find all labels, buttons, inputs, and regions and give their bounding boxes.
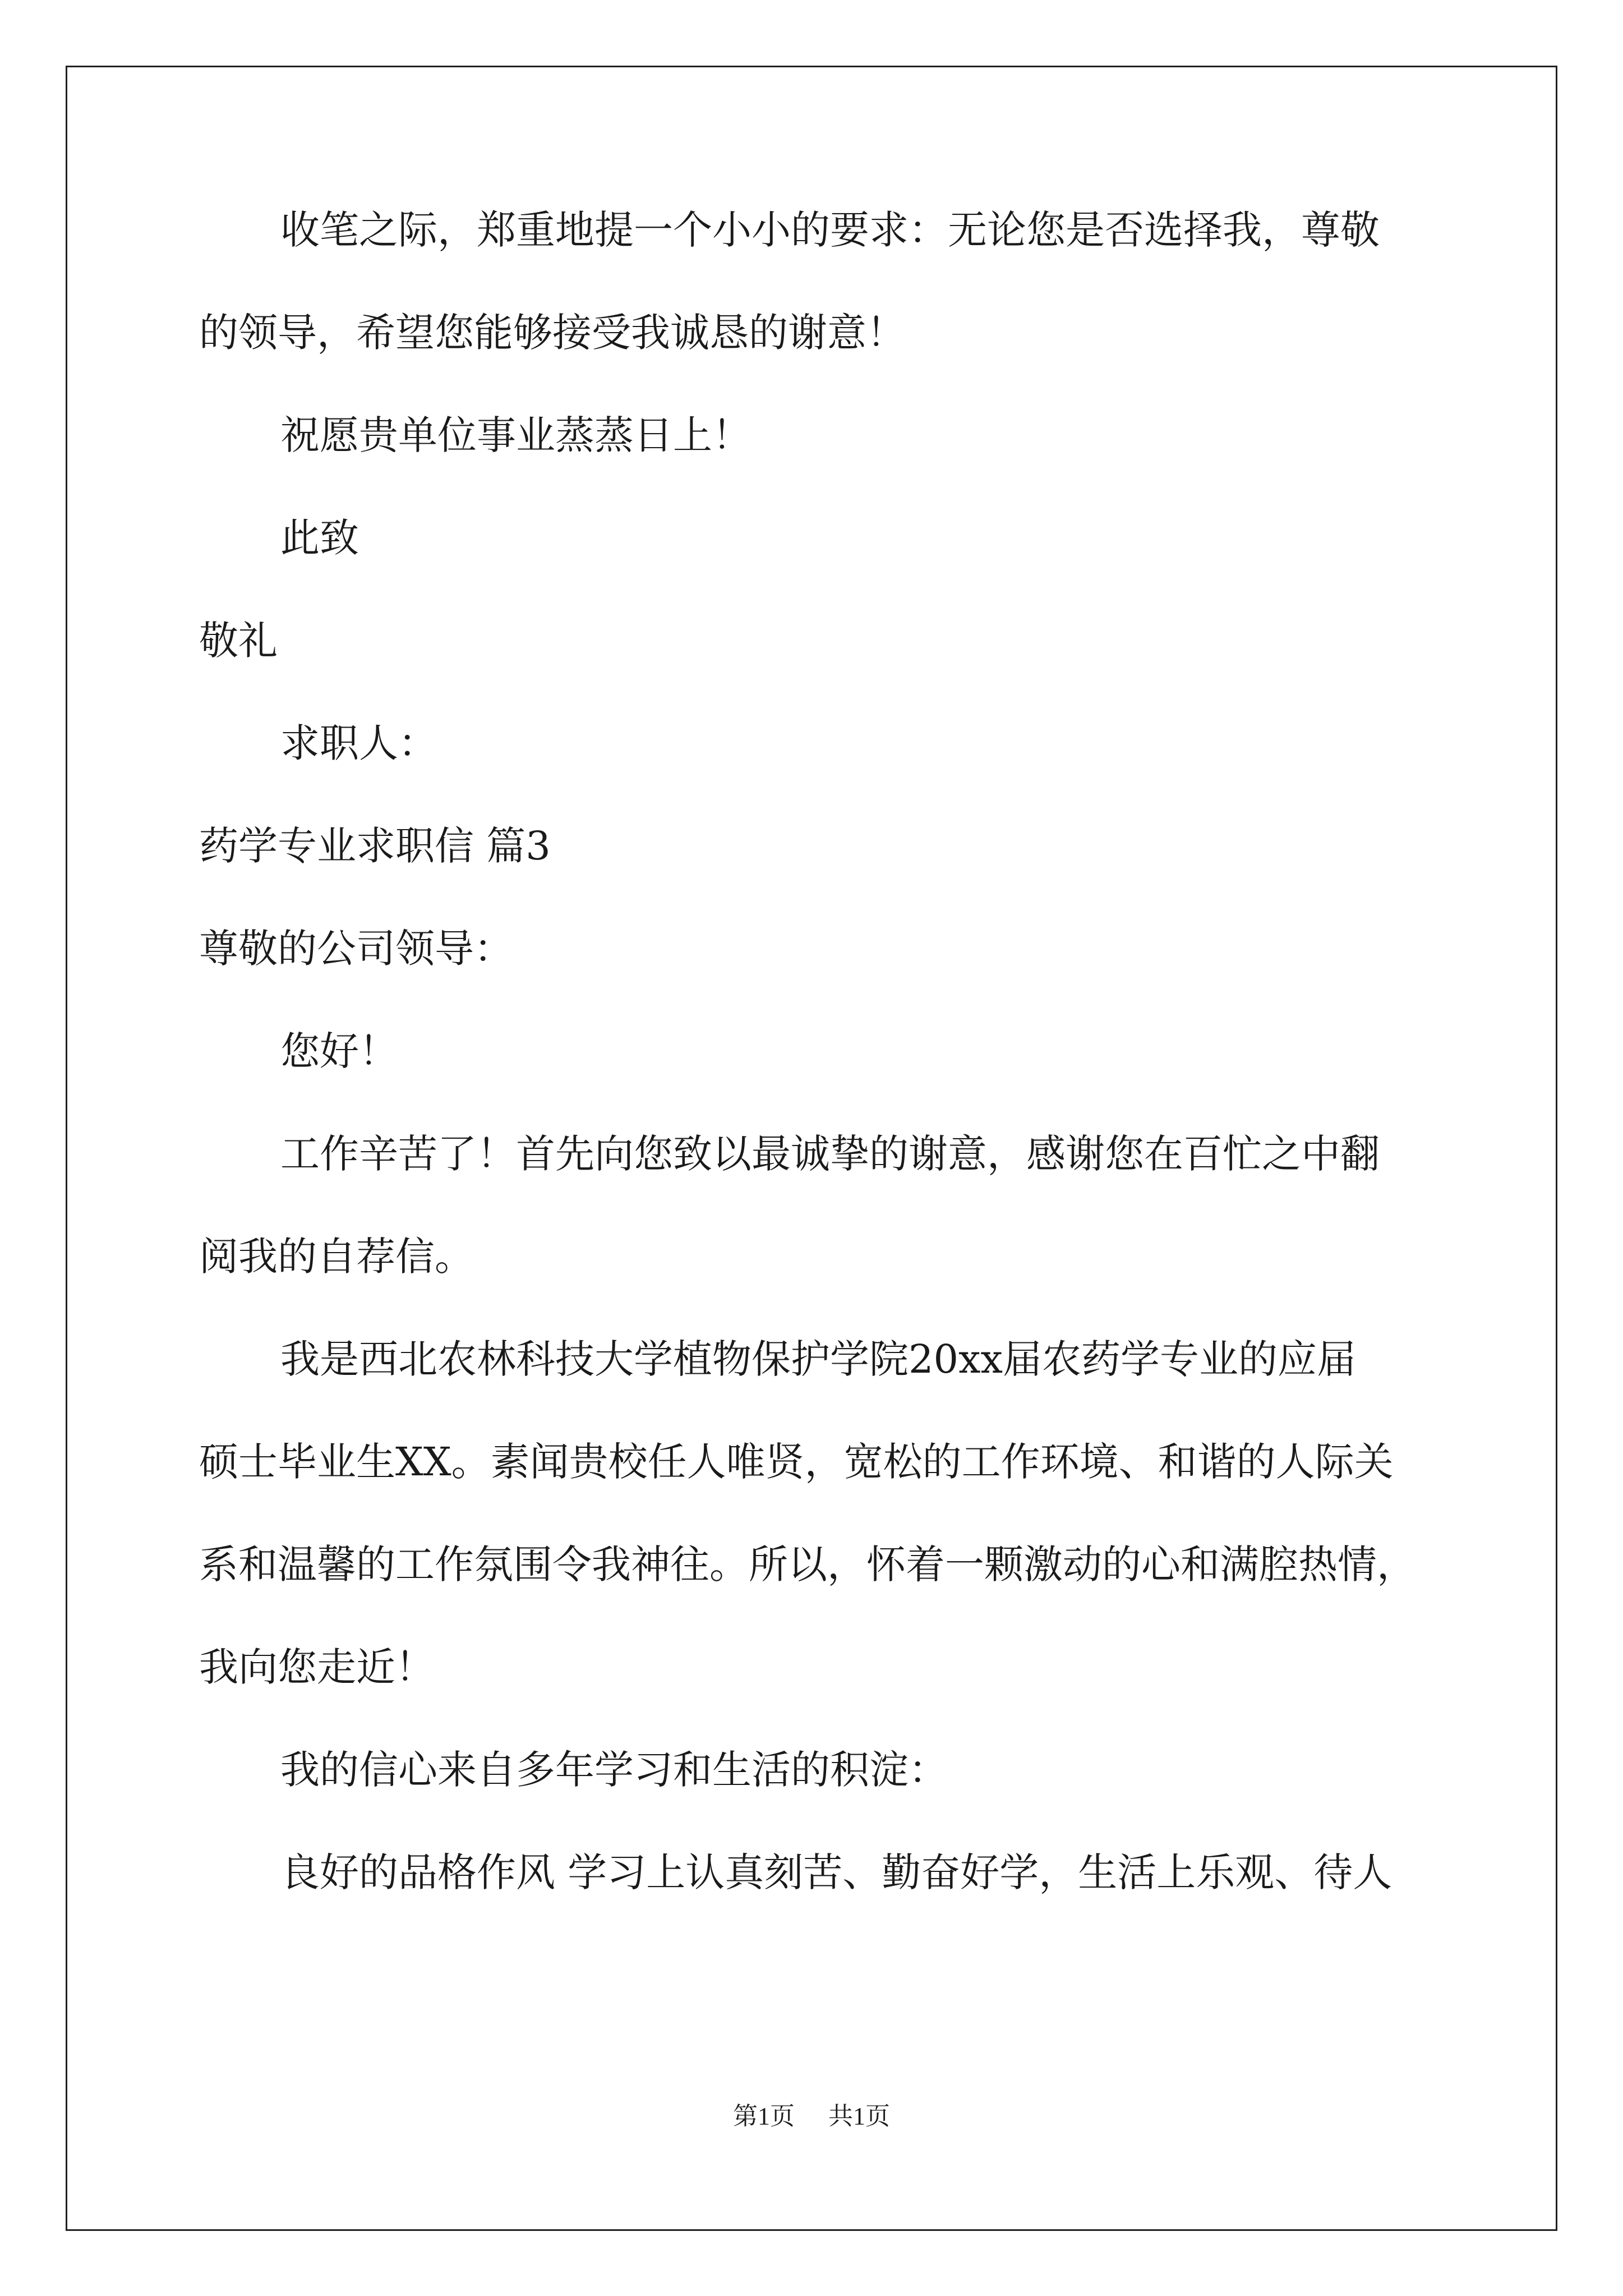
body-line: 阅我的自荐信。 bbox=[199, 1234, 474, 1280]
body-line: 的领导，希望您能够接受我诚恳的谢意！ bbox=[199, 310, 906, 356]
page-total: 共1页 bbox=[828, 2102, 890, 2130]
body-line: 硕士毕业生XX。素闻贵校任人唯贤，宽松的工作环境、和谐的人际关 bbox=[199, 1439, 1394, 1485]
body-line: 敬礼 bbox=[199, 618, 278, 664]
body-line: 您好！ bbox=[280, 1028, 398, 1074]
body-line: 药学专业求职信 篇3 bbox=[199, 823, 551, 869]
body-line: 祝愿贵单位事业蒸蒸日上！ bbox=[280, 412, 751, 458]
body-line: 工作辛苦了！首先向您致以最诚挚的谢意，感谢您在百忙之中翻 bbox=[280, 1131, 1380, 1177]
body-line: 求职人： bbox=[280, 720, 437, 766]
body-line: 良好的品格作风 学习上认真刻苦、勤奋好学，生活上乐观、待人 bbox=[280, 1849, 1393, 1895]
body-line: 系和温馨的工作氛围令我神往。所以，怀着一颗激动的心和满腔热情， bbox=[199, 1542, 1416, 1588]
page-footer bbox=[0, 2096, 1623, 2132]
body-line: 我的信心来自多年学习和生活的积淀： bbox=[280, 1747, 948, 1793]
body-line: 收笔之际，郑重地提一个小小的要求：无论您是否选择我，尊敬 bbox=[280, 207, 1380, 253]
body-line: 此致 bbox=[280, 515, 359, 561]
body-line: 我向您走近！ bbox=[199, 1644, 435, 1690]
page-number: 第1页 bbox=[733, 2102, 795, 2130]
body-line: 尊敬的公司领导： bbox=[199, 926, 513, 972]
body-line: 我是西北农林科技大学植物保护学院20xx届农药学专业的应届 bbox=[280, 1336, 1357, 1382]
